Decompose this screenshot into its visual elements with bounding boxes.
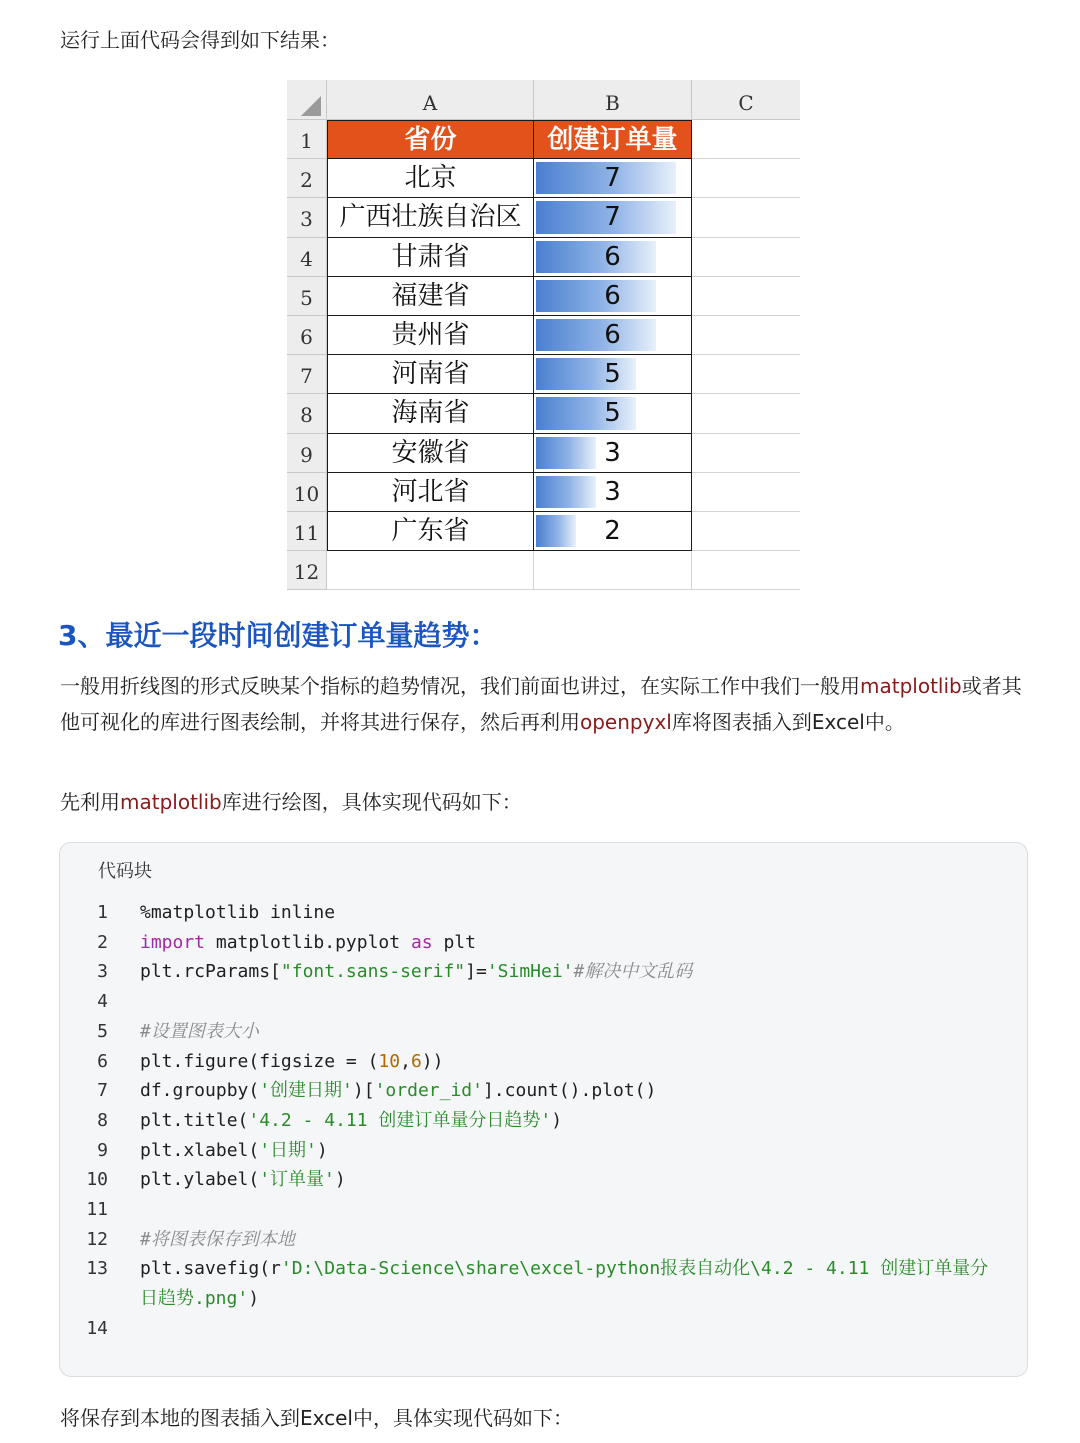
order-value: 7 xyxy=(604,202,621,233)
cell-c xyxy=(692,473,800,512)
code-token: 'SimHei' xyxy=(486,961,574,983)
code-text xyxy=(140,1284,259,1314)
cell-orders xyxy=(534,512,692,551)
row-header: 8 xyxy=(287,394,327,433)
code-token: plt.xlabel( xyxy=(140,1139,260,1161)
row-header: 12 xyxy=(287,551,327,590)
order-value: 2 xyxy=(604,516,621,546)
order-value: 3 xyxy=(604,476,621,507)
line-number: 7 xyxy=(97,1080,108,1102)
cell-c xyxy=(692,277,800,316)
code-token: '4.2 - 4.11 创建订单量分日趋势' xyxy=(248,1109,552,1131)
code-text xyxy=(140,957,692,987)
code-token: '创建日期' xyxy=(259,1080,353,1102)
code-token: ) xyxy=(334,1169,346,1191)
cell-province: 贵州省 xyxy=(327,316,534,355)
code-line xyxy=(60,1076,1027,1106)
column-header-a: A xyxy=(327,80,534,120)
code-token: )[ xyxy=(352,1080,375,1102)
intro-text: 运行上面代码会得到如下结果： xyxy=(60,28,340,52)
row-header: 1 xyxy=(287,120,327,159)
code-token: '订单量' xyxy=(259,1169,335,1191)
code-line xyxy=(60,1017,1027,1047)
code-token: , xyxy=(400,1050,411,1072)
code-token: 'D:\Data-Science\share\excel-python报表自动化\4.2 - 4.11 创建订单量分 xyxy=(280,1258,989,1280)
code-line xyxy=(60,1254,1027,1284)
row-header: 3 xyxy=(287,198,327,237)
para1-lib-matplotlib: matplotlib xyxy=(860,674,962,698)
code-token: ) xyxy=(551,1109,563,1131)
code-text xyxy=(140,1076,656,1106)
line-number: 9 xyxy=(97,1139,108,1161)
line-number: 14 xyxy=(86,1317,108,1339)
code-line xyxy=(60,928,1027,958)
code-token: as xyxy=(410,931,433,953)
paragraph-intro xyxy=(60,668,1030,740)
para1-text-1: 一般用折线图的形式反映某个指标的趋势情况，我们前面也讲过，在实际工作中我们一般用 xyxy=(60,674,860,698)
cell-c xyxy=(692,198,800,237)
code-text xyxy=(140,1225,295,1255)
para1-lib-openpyxl: openpyxl xyxy=(580,710,672,734)
cell-orders xyxy=(534,198,692,237)
code-line xyxy=(60,1136,1027,1166)
code-token: 6 xyxy=(410,1050,422,1072)
code-text xyxy=(140,1254,988,1284)
line-number: 11 xyxy=(86,1199,108,1220)
cell-province: 北京 xyxy=(327,159,534,198)
corner-triangle-icon xyxy=(301,96,321,116)
data-bar xyxy=(536,437,596,469)
para1-text-3: 库将图表插入到Excel中。 xyxy=(671,710,905,734)
cell-c xyxy=(692,394,800,433)
code-token: '日期' xyxy=(259,1139,317,1161)
line-number: 4 xyxy=(97,991,108,1013)
code-token: #设置图表大小 xyxy=(140,1020,259,1042)
code-text xyxy=(140,1165,346,1195)
cell-c xyxy=(692,434,800,473)
code-text xyxy=(140,1106,562,1136)
spreadsheet-image xyxy=(287,80,800,586)
code-token: ) xyxy=(248,1288,260,1310)
code-token: plt.title( xyxy=(140,1109,249,1131)
line-number: 10 xyxy=(86,1169,108,1191)
code-token: plt xyxy=(432,931,476,953)
data-bar xyxy=(536,397,636,429)
code-text xyxy=(140,898,335,928)
row-header: 6 xyxy=(287,316,327,355)
row-header: 4 xyxy=(287,238,327,277)
cell-province: 福建省 xyxy=(327,277,534,316)
order-value: 5 xyxy=(604,398,621,429)
code-token: import xyxy=(140,931,206,953)
order-value: 6 xyxy=(604,241,621,272)
data-bar xyxy=(536,319,656,351)
code-line xyxy=(60,898,1027,928)
cell-province: 河南省 xyxy=(327,355,534,394)
code-line xyxy=(60,1047,1027,1077)
header-cell-orders: 创建订单量 xyxy=(534,120,692,159)
row-header: 5 xyxy=(287,277,327,316)
para2-lib-matplotlib: matplotlib xyxy=(120,790,222,814)
order-value: 6 xyxy=(604,320,621,350)
cell-orders xyxy=(534,159,692,198)
code-block[interactable] xyxy=(59,842,1028,1377)
code-token: ) xyxy=(316,1139,328,1161)
data-bar xyxy=(536,476,596,508)
paragraph-plot xyxy=(60,784,1030,820)
code-text xyxy=(140,1017,259,1047)
row-header: 11 xyxy=(287,512,327,551)
line-number: 8 xyxy=(97,1109,108,1131)
line-number: 1 xyxy=(97,902,108,923)
code-token: plt.rcParams[ xyxy=(140,961,281,983)
code-token: 'order_id' xyxy=(374,1080,483,1102)
select-all-corner xyxy=(287,80,327,120)
line-number: 5 xyxy=(97,1020,108,1042)
code-token: ]= xyxy=(465,961,487,983)
cell-orders xyxy=(534,316,692,355)
cell-orders xyxy=(534,394,692,433)
code-block-title: 代码块 xyxy=(98,861,152,882)
column-header-c: C xyxy=(692,80,800,120)
cell-c xyxy=(692,159,800,198)
code-text xyxy=(140,1136,328,1166)
code-line xyxy=(60,1314,1027,1344)
code-text xyxy=(140,1047,443,1077)
column-header-b: B xyxy=(534,80,692,120)
cell-c xyxy=(692,120,800,159)
cell-empty xyxy=(534,551,692,590)
cell-empty xyxy=(327,551,534,590)
cell-orders xyxy=(534,238,692,277)
line-number: 2 xyxy=(97,931,108,953)
line-number: 12 xyxy=(86,1228,108,1250)
code-text xyxy=(140,928,476,958)
cell-c xyxy=(692,355,800,394)
line-number: 6 xyxy=(97,1050,108,1072)
cell-province: 安徽省 xyxy=(327,434,534,473)
code-line xyxy=(60,987,1027,1017)
line-number: 3 xyxy=(97,961,108,983)
row-header: 10 xyxy=(287,473,327,512)
data-bar xyxy=(536,358,636,390)
code-token: plt.figure(figsize = ( xyxy=(140,1050,379,1072)
cell-province: 广西壮族自治区 xyxy=(327,198,534,237)
code-token: plt.savefig(r xyxy=(140,1258,281,1280)
data-bar xyxy=(536,280,656,312)
code-token: 日趋势.png' xyxy=(140,1288,249,1310)
row-header: 2 xyxy=(287,159,327,198)
order-value: 6 xyxy=(604,280,621,311)
para1-text-2: 或者其他可视化的库进行图表绘制，并将其进行保存，然后再利用 xyxy=(60,674,1022,734)
line-number: 13 xyxy=(86,1258,108,1280)
code-token: %matplotlib inline xyxy=(140,902,336,923)
code-token: ].count().plot() xyxy=(482,1080,657,1102)
code-token: matplotlib.pyplot xyxy=(205,931,411,953)
code-token: #解决中文乱码 xyxy=(573,961,693,983)
data-bar xyxy=(536,241,656,273)
cell-c xyxy=(692,316,800,355)
code-line xyxy=(60,1225,1027,1255)
para2-text-1: 先利用 xyxy=(60,790,120,814)
code-line xyxy=(60,957,1027,987)
closing-text: 将保存到本地的图表插入到Excel中，具体实现代码如下： xyxy=(60,1406,573,1430)
order-value: 7 xyxy=(604,163,621,194)
cell-province: 河北省 xyxy=(327,473,534,512)
cell-c xyxy=(692,512,800,551)
header-cell-province: 省份 xyxy=(327,120,534,159)
cell-province: 海南省 xyxy=(327,394,534,433)
cell-orders xyxy=(534,473,692,512)
cell-c xyxy=(692,551,800,590)
cell-orders xyxy=(534,355,692,394)
cell-orders xyxy=(534,434,692,473)
code-line xyxy=(60,1106,1027,1136)
code-token: )) xyxy=(421,1050,444,1072)
cell-province: 甘肃省 xyxy=(327,238,534,277)
data-bar xyxy=(536,515,576,547)
cell-province: 广东省 xyxy=(327,512,534,551)
cell-c xyxy=(692,238,800,277)
order-value: 5 xyxy=(604,359,621,390)
code-token: plt.ylabel( xyxy=(140,1169,260,1191)
code-token: df.groupby( xyxy=(140,1080,260,1102)
para2-text-2: 库进行绘图，具体实现代码如下： xyxy=(221,790,522,814)
code-line xyxy=(60,1284,1027,1314)
cell-orders xyxy=(534,277,692,316)
code-line xyxy=(60,1195,1027,1225)
row-header: 9 xyxy=(287,434,327,473)
code-token: "font.sans-serif" xyxy=(280,961,466,983)
code-line xyxy=(60,1165,1027,1195)
row-header: 7 xyxy=(287,355,327,394)
order-value: 3 xyxy=(604,437,621,468)
code-token: #将图表保存到本地 xyxy=(140,1228,295,1250)
code-token: 10 xyxy=(378,1050,401,1072)
section-heading: 3、最近一段时间创建订单量趋势： xyxy=(58,619,498,652)
